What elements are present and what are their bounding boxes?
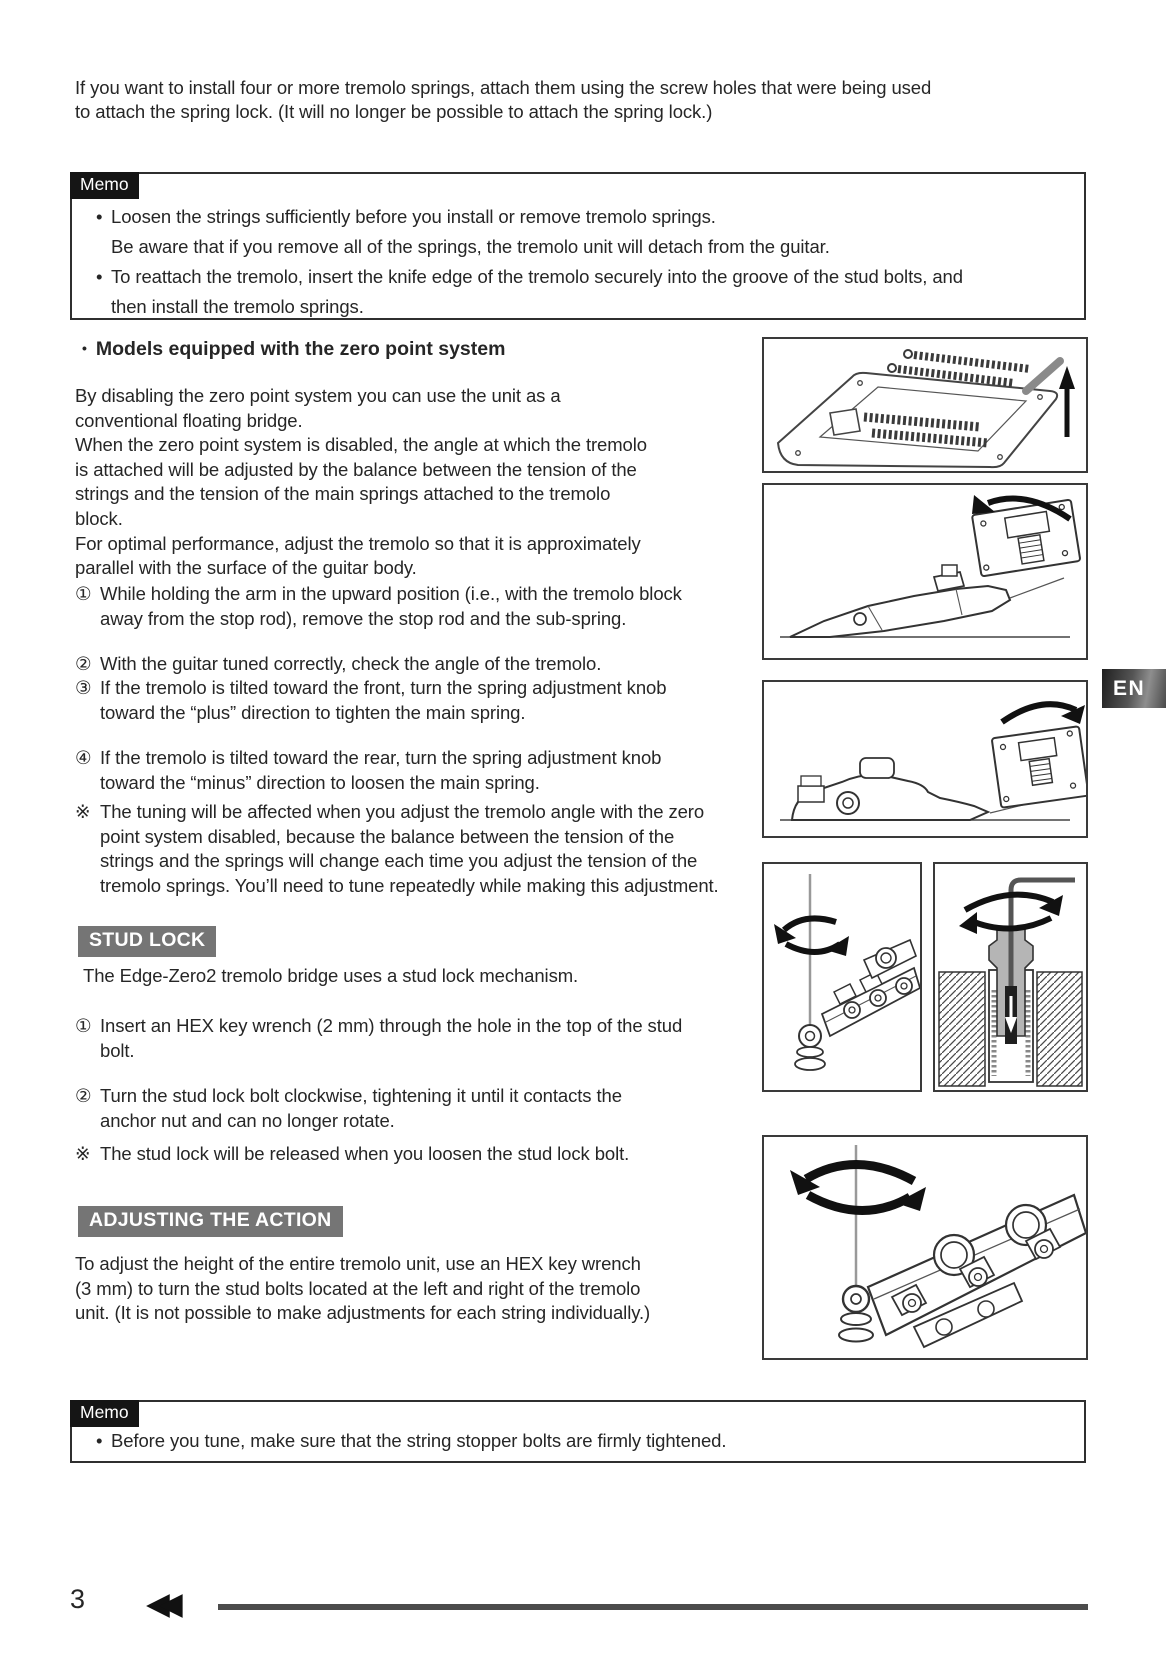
- step-marker: ③: [75, 677, 92, 698]
- zero-point-heading: [82, 338, 505, 361]
- stud-lock-heading: STUD LOCK: [78, 926, 216, 957]
- memo-bullet: [96, 1426, 1066, 1456]
- backplate-panel: [992, 726, 1086, 808]
- figure-remove-springs: [762, 337, 1088, 473]
- note-stud-lock: [75, 1142, 629, 1167]
- text-line: To reattach the tremolo, insert the knife edge of the tremolo securely into the groove of the stud bolts, and: [111, 266, 963, 287]
- stop-rod: [1026, 361, 1060, 391]
- memo-bullet: [96, 202, 1066, 262]
- text-line: Before you tune, make sure that the string stopper bolts are firmly tightened.: [111, 1430, 727, 1451]
- heading-text: Models equipped with the zero point system: [95, 338, 506, 360]
- up-arrow-icon: [1059, 366, 1075, 437]
- text-line: With the guitar tuned correctly, check the angle of the tremolo.: [100, 653, 602, 674]
- memo-label: Memo: [70, 172, 139, 199]
- text-line: then install the tremolo springs.: [111, 296, 364, 317]
- memo-label: Memo: [70, 1400, 139, 1427]
- stud-cross-section-illustration: [935, 864, 1086, 1090]
- text-line: tremolo springs. You’ll need to tune repeatedly while making this adjustment.: [100, 874, 719, 896]
- step-marker: ①: [75, 1015, 92, 1036]
- stud-lock-intro: [83, 964, 733, 989]
- zero-point-paragraph: [75, 384, 725, 581]
- adjust-action-illustration: [764, 1137, 1086, 1358]
- text-line: to attach the spring lock. (It will no longer be possible to attach the spring lock.): [75, 101, 713, 122]
- language-tab-en: EN: [1102, 669, 1166, 708]
- tilt-rear-illustration: [764, 682, 1086, 836]
- note-marker: ※: [75, 1143, 91, 1164]
- text-line: For optimal performance, adjust the tremolo so that it is approximately: [75, 532, 641, 554]
- text-line: unit. (It is not possible to make adjustments for each string individually.): [75, 1302, 651, 1324]
- text-line: block.: [75, 507, 123, 529]
- memo-box-bottom: [70, 1400, 1086, 1463]
- memo-box-top: [70, 172, 1086, 320]
- text-line: is attached will be adjusted by the balance between the tension of the: [75, 458, 637, 480]
- bullet-marker: •: [96, 266, 103, 287]
- text-line: parallel with the surface of the guitar body.: [75, 557, 417, 579]
- step-3: [75, 676, 666, 725]
- stud-step-1: [75, 1014, 682, 1063]
- tilt-front-illustration: [764, 485, 1086, 658]
- adjusting-action-paragraph: [75, 1252, 725, 1326]
- step-marker: ②: [75, 1085, 92, 1106]
- figure-tilt-front: [762, 483, 1088, 660]
- text-line: If the tremolo is tilted toward the front, turn the spring adjustment knob: [100, 677, 667, 698]
- step-marker: ①: [75, 583, 92, 604]
- text-line: Be aware that if you remove all of the springs, the tremolo unit will detach from the guitar.: [111, 236, 830, 257]
- heading-bullet: •: [82, 340, 87, 356]
- text-line: strings and the tension of the main springs attached to the tremolo: [75, 483, 611, 505]
- page-number: 3: [70, 1584, 86, 1614]
- text-line: Loosen the strings sufficiently before you install or remove tremolo springs.: [111, 206, 716, 227]
- figure-stud-lock-wrench: [762, 862, 922, 1092]
- step-2: [75, 652, 601, 677]
- text-line: If you want to install four or more tremolo springs, attach them using the screw holes that were being used: [75, 77, 932, 98]
- text-line: (3 mm) to turn the stud bolts located at the left and right of the tremolo: [75, 1277, 641, 1299]
- rotate-arrow-icon: [774, 918, 849, 956]
- text-line: The stud lock will be released when you loosen the stud lock bolt.: [100, 1143, 630, 1164]
- stud-step-2: [75, 1084, 622, 1133]
- footer-rule: [218, 1604, 1088, 1610]
- adjusting-action-heading: ADJUSTING THE ACTION: [78, 1206, 343, 1237]
- note-zero-point: [75, 800, 719, 898]
- text-line: By disabling the zero point system you can use the unit as a: [75, 385, 561, 406]
- figure-tilt-rear: [762, 680, 1088, 838]
- text-line: bolt.: [100, 1039, 135, 1061]
- text-line: When the zero point system is disabled, the angle at which the tremolo: [75, 434, 647, 456]
- text-line: If the tremolo is tilted toward the rear, turn the spring adjustment knob: [100, 747, 662, 768]
- text-line: strings and the springs will change each time you adjust the tension of the: [100, 850, 698, 872]
- rotate-cw-arrow-icon: [1002, 704, 1085, 724]
- stud-lock-wrench-illustration: [764, 864, 920, 1090]
- note-marker: ※: [75, 801, 91, 822]
- step-marker: ②: [75, 653, 92, 674]
- text-line: conventional floating bridge.: [75, 409, 303, 431]
- back-arrows-icon: ◀◀: [146, 1586, 172, 1621]
- figure-stud-cross-section: [933, 862, 1088, 1092]
- text-line: Insert an HEX key wrench (2 mm) through the hole in the top of the stud: [100, 1015, 683, 1036]
- text-line: Turn the stud lock bolt clockwise, tightening it until it contacts the: [100, 1085, 622, 1106]
- text-line: toward the “minus” direction to loosen the main spring.: [100, 771, 540, 793]
- step-1: [75, 582, 682, 631]
- text-line: point system disabled, because the balance between the tension of the: [100, 825, 675, 847]
- step-marker: ④: [75, 747, 92, 768]
- remove-springs-illustration: [764, 339, 1086, 471]
- intro-paragraph: [75, 76, 1035, 124]
- rotate-arrow-icon: [790, 1164, 926, 1211]
- text-line: To adjust the height of the entire tremolo unit, use an HEX key wrench: [75, 1253, 641, 1274]
- memo-bullet: [96, 262, 1066, 322]
- figure-adjust-action: [762, 1135, 1088, 1360]
- step-4: [75, 746, 661, 795]
- text-line: The tuning will be affected when you adjust the tremolo angle with the zero: [100, 801, 705, 822]
- text-line: toward the “plus” direction to tighten the main spring.: [100, 701, 526, 723]
- bullet-marker: •: [96, 1430, 103, 1451]
- text-line: anchor nut and can no longer rotate.: [100, 1109, 395, 1131]
- text-line: away from the stop rod), remove the stop rod and the sub-spring.: [100, 607, 627, 629]
- text-line: While holding the arm in the upward position (i.e., with the tremolo block: [100, 583, 682, 604]
- text-line: The Edge-Zero2 tremolo bridge uses a stud lock mechanism.: [83, 965, 579, 986]
- bullet-marker: •: [96, 206, 103, 227]
